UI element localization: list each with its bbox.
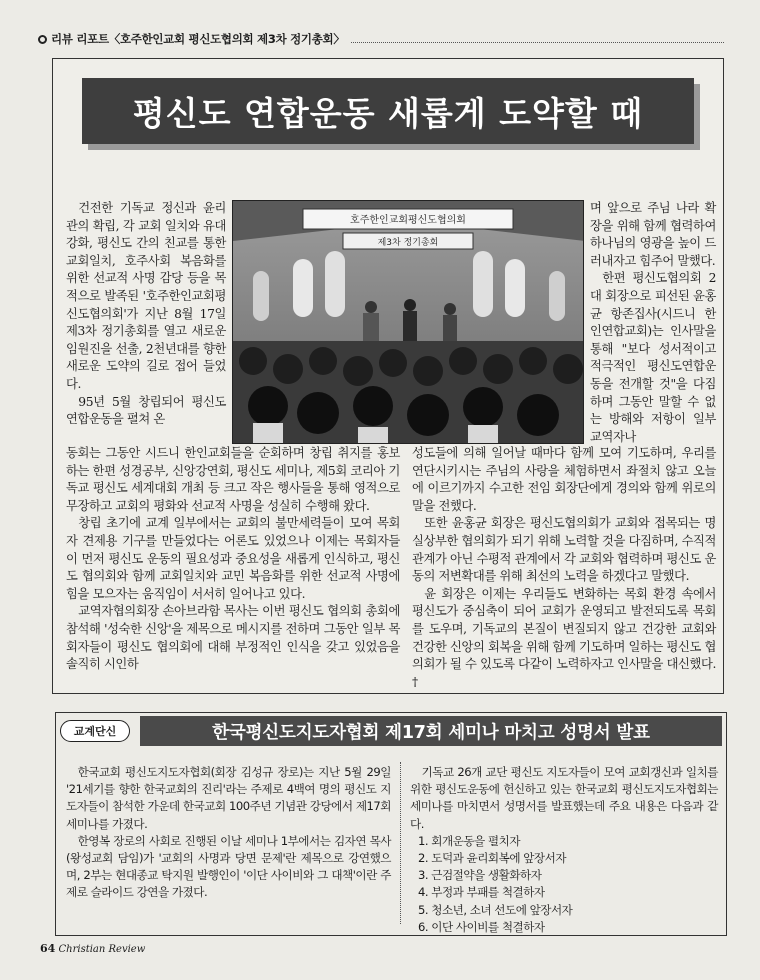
assembly-photo <box>232 200 584 444</box>
paragraph: 기독교 26개 교단 평신도 지도자들이 모여 교회갱신과 일치를 위한 평신도운동에 헌신하고 있는 한국교회 평신도지도자협회는 세미나를 마치면서 성명서를 발표했는데 주요 내용은 다음과 같다. <box>410 765 718 831</box>
article-title-box <box>82 78 694 144</box>
paragraph: 며 앞으로 주님 나라 확장을 위해 함께 협력하여 하나님의 영광을 높이 드러내자고 힘주어 말했다. <box>590 201 716 268</box>
page-number: 64 <box>40 942 56 955</box>
list-item: 3. 근검절약을 생활화하자 <box>418 868 542 883</box>
news-brief-right-column <box>410 764 718 936</box>
paragraph: 한국교회 평신도지도자협회(회장 김성규 장로)는 지난 5월 29일 '21세기를 향한 한국교회의 진리'라는 주제로 4백여 명의 평신도 지도자들이 참석한 가운데 한국교회 100주년 기념관 강당에서 제17회 세미나를 가졌다. <box>66 765 391 831</box>
list-item: 1. 회개운동을 펼치자 <box>418 833 521 848</box>
news-brief-tag: 교계단신 <box>60 720 130 742</box>
article-title: 평신도 연합운동 새롭게 도약할 때 <box>132 93 644 133</box>
section-header-text: 리뷰 리포트〈호주한인교회 평신도협의회 제3차 정기총회〉 <box>51 32 345 46</box>
article-right-column <box>590 200 716 446</box>
paragraph: 95년 5월 창립되어 평신도 연합운동을 펼쳐 온 <box>66 394 226 427</box>
article-left-full-column <box>66 445 400 674</box>
paragraph: 한편 평신도협의회 2대 회장으로 피선된 윤홍균 항존집사(시드니 한인연합교회)는 인사말을 통해 "보다 성서적이고 적극적인 평신도연합운동을 전개할 것"을 다짐하며 그동안 말할 수 없는 방해와 저항이 일부 교역자나 <box>590 271 716 444</box>
paragraph: 동회는 그동안 시드니 한인교회들을 순회하며 창립 취지를 홍보하는 한편 성경공부, 신앙강연회, 평신도 세미나, 제5회 코리아 기독교 평신도 세계대회 개최 등 크고 작은 행사들을 통해 영적으로 무장하고 교회의 평화와 선교적 사명을 성실히 수행해 왔다. <box>66 446 400 513</box>
paragraph: 또한 윤홍균 회장은 평신도협의회가 교회와 접목되는 명실상부한 협의회가 되기 위해 노력할 것을 다짐하며, 수직적 관계가 아닌 수평적 관계에서 각 교회와 협력하며 평신도 운동의 저변확대를 위해 최선의 노력을 하겠다고 말했다. <box>412 516 716 584</box>
column-divider <box>400 762 401 924</box>
photo-banner-text: 호주한인교회평신도협의회 <box>350 215 466 226</box>
magazine-name: Christian Review <box>58 944 146 955</box>
paragraph: 교역자협의회장 손아브라함 목사는 이번 평신도 협의회 총회에 참석해 '성숙한 신앙'을 제목으로 메시지를 전하며 그동안 일부 목회자들이 평신도 협의회에 대해 부정적인 인식을 갖고 있었음을 솔직히 시인하 <box>66 604 400 672</box>
paragraph: 창립 초기에 교계 일부에서는 교회의 불만세력들이 모여 목회자 견제용 기구를 만들었다는 어론도 있었으나 이제는 목회자들이 먼저 평신도 운동의 필요성과 중요성을 새롭게 인식하고, 평신도 협의회와 함께 교회일치와 교민 복음화를 위한 선교적 사명에 힘을 모으자는 움직임이 서서히 일어나고 있다. <box>66 516 400 601</box>
list-item: 5. 청소년, 소녀 선도에 앞장서자 <box>418 902 573 917</box>
statement-list <box>410 833 718 936</box>
list-item: 4. 부정과 부패를 척결하자 <box>418 885 545 900</box>
list-item: 6. 이단 사이비를 척결하자 <box>418 919 545 934</box>
paragraph: 건전한 기독교 정신과 윤리관의 확립, 각 교회 일치와 유대강화, 평신도 간의 친교를 통한 교회일치, 호주사회 복음화를 위한 선교적 사명 감당 등을 목적으로 발족된 '호주한인교회평신도협의회'가 지난 8월 17일 제3차 정기총회를 열고 새로운 임원진을 선출, 2천년대를 향한 새로운 도약의 길로 접어 들었다. <box>66 201 226 391</box>
news-brief-title: 한국평신도지도자협회 제17회 세미나 마치고 성명서 발표 <box>212 722 650 743</box>
list-item: 2. 도덕과 윤리회복에 앞장서자 <box>418 851 567 866</box>
news-brief-left-column <box>66 764 391 902</box>
bullet-icon <box>38 35 47 44</box>
dotted-rule <box>351 35 724 43</box>
article-left-column <box>66 200 226 429</box>
paragraph: 성도들에 의해 일어날 때마다 함께 모여 기도하며, 우리를 연단시키시는 주님의 사랑을 체험하면서 좌절치 않고 오늘에 이르기까지 수고한 전임 회장단에게 경의와 함께 위로의 말을 전했다. <box>412 446 716 513</box>
news-brief-title-box <box>140 716 722 746</box>
paragraph: 한영복 장로의 사회로 진행된 이날 세미나 1부에서는 김자연 목사(왕성교회 담임)가 '교회의 사명과 당면 문제'란 제목으로 강연했으며, 2부는 현대종교 탁지원 발행인이 '이단 사이비와 그 대책'이란 주제로 슬라이드 강연을 가졌다. <box>66 833 391 900</box>
church-photo-illustration <box>233 201 584 444</box>
page-footer <box>40 942 145 955</box>
paragraph: 윤 회장은 이제는 우리들도 변화하는 목회 환경 속에서 평신도가 중심축이 되어 교회가 운영되고 발전되도록 목회를 도우며, 기독교의 본질이 변질되지 않고 건강한 교회와 건강한 신앙의 회복을 위해 함께 기도하며 일하는 평신도 협의회가 될 수 있도록 다같이 노력하자고 인사말을 대신했다. † <box>412 586 716 689</box>
photo-banner-subtext: 제3차 정기총회 <box>377 238 439 248</box>
section-header <box>38 30 724 48</box>
article-right-full-column <box>412 445 716 691</box>
